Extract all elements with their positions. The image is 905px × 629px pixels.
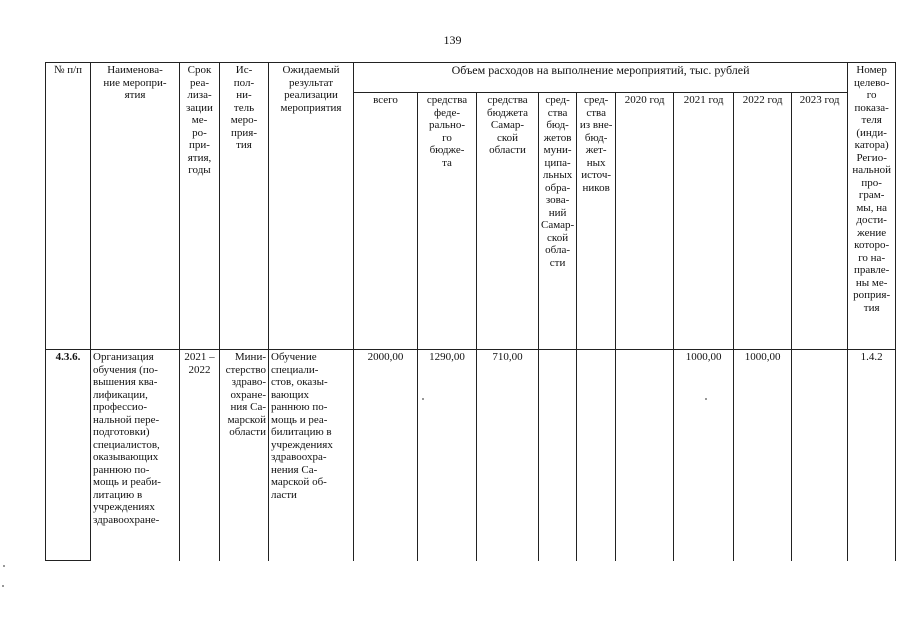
scan-speck (422, 398, 424, 400)
row-total: 2000,00 (354, 350, 418, 561)
header-regional: средства бюджета Самар- ской области (477, 93, 539, 350)
row-regional: 710,00 (477, 350, 539, 561)
header-extrabudget: сред- ства из вне- бюд- жет- ных источ- ников (577, 93, 616, 350)
scan-speck (705, 398, 707, 400)
row-indicator: 1.4.2 (848, 350, 896, 561)
header-year-2020: 2020 год (616, 93, 674, 350)
header-indicator: Номер целево- го показа- теля (инди- катора) Регио- нальной про- грам- мы, на дости- жение которо- го на- правле- ны ме- роприя- тия (848, 63, 896, 350)
header-num: № п/п (46, 63, 91, 350)
header-row (46, 63, 896, 93)
header-municipal: сред- ства бюд- жетов муни- ципа- льных обра- зова- ний Самар- ской обла- сти (539, 93, 577, 350)
header-term: Срок реа- лиза- зации ме- ро- при- ятия, годы (180, 63, 220, 350)
row-year-2022: 1000,00 (734, 350, 792, 561)
page-number: 139 (443, 33, 462, 47)
row-year-2020 (616, 350, 674, 561)
header-result: Ожидаемый результат реализации мероприятия (269, 63, 354, 350)
row-year-2021: 1000,00 (674, 350, 734, 561)
activities-table (45, 62, 896, 561)
scan-speck (3, 565, 5, 567)
row-num: 4.3.6. (46, 350, 91, 561)
row-extrabudget (577, 350, 616, 561)
header-total: всего (354, 93, 418, 350)
row-municipal (539, 350, 577, 561)
row-term: 2021 – 2022 (180, 350, 220, 561)
header-year-2021: 2021 год (674, 93, 734, 350)
header-year-2022: 2022 год (734, 93, 792, 350)
header-federal: средства феде- рально- го бюдже- та (418, 93, 477, 350)
header-year-2023: 2023 год (792, 93, 848, 350)
table-row (46, 350, 896, 561)
row-result: Обучение специали- стов, оказы- вающих раннюю по- мощь и реа- билитацию в учреждениях здравоохра- нения Са- марской об- ласти (269, 350, 354, 561)
row-year-2023 (792, 350, 848, 561)
scan-speck (2, 585, 4, 587)
row-name: Организация обучения (по- вышения ква- лификации, профессио- нальной пере- подготовки) специалистов, оказывающих раннюю по- мощь и реаби- литацию в учреждениях здравоохране- (91, 350, 180, 561)
header-executor: Ис- пол- ни- тель меро- прия- тия (220, 63, 269, 350)
header-name: Наименова- ние меропри- ятия (91, 63, 180, 350)
header-expenses-group: Объем расходов на выполнение мероприятий, тыс. рублей (354, 63, 848, 93)
row-executor: Мини- стерство здраво- охране- ния Са- марской области (220, 350, 269, 561)
row-federal: 1290,00 (418, 350, 477, 561)
